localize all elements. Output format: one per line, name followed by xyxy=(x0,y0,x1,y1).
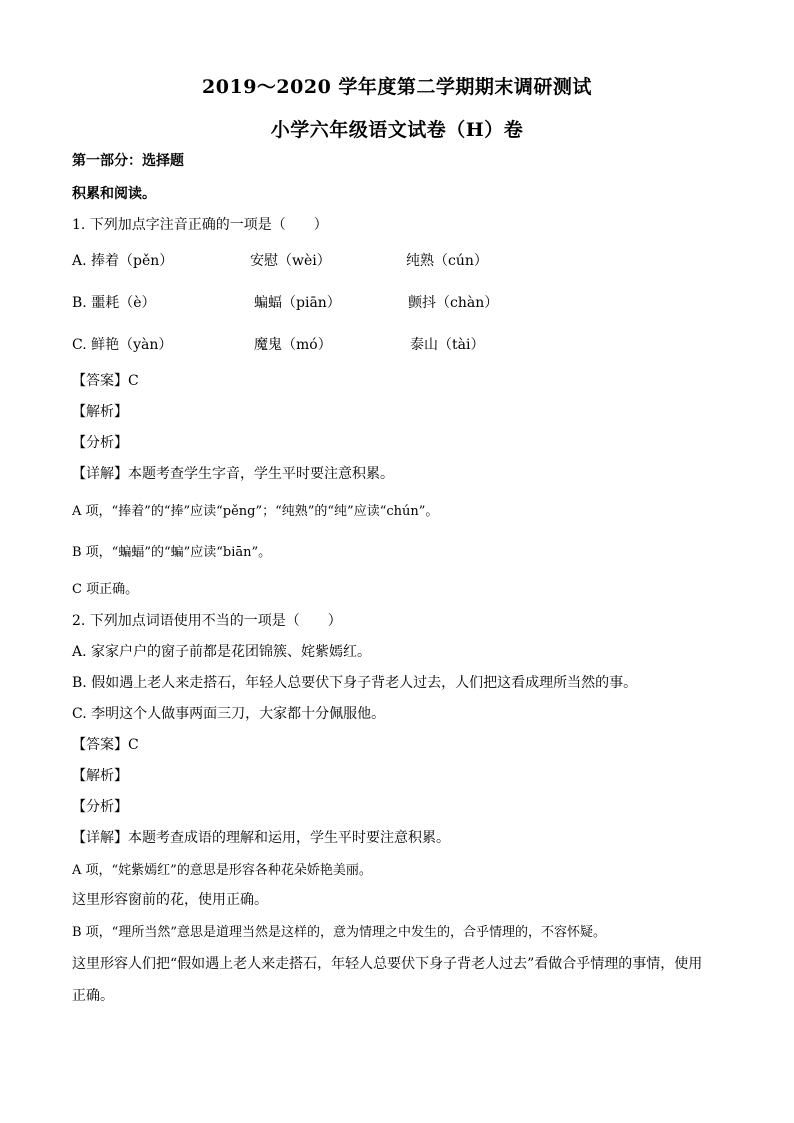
q2-answer: 【答案】C xyxy=(72,737,139,753)
q1-note-a: A 项，“捧着”的“捧”应读“pěng”；“纯熟”的“纯”应读“chún”。 xyxy=(72,504,439,519)
q1-option-c-3: 泰山（tài） xyxy=(410,337,485,353)
question-1-stem: 1. 下列加点字注音正确的一项是（ ） xyxy=(72,217,328,233)
q1-option-a-2: 安慰（wèi） xyxy=(250,253,331,269)
q2-note-b: B 项，“理所当然”意思是道理当然是这样的，意为情理之中发生的，合乎情理的，不容怀疑。 xyxy=(72,925,606,940)
q1-option-c-2: 魔鬼（mó） xyxy=(254,337,332,353)
section-heading: 第一部分：选择题 xyxy=(72,153,184,169)
q2-note-a-2: 这里形容窗前的花，使用正确。 xyxy=(72,892,268,908)
q1-option-a-3: 纯熟（cún） xyxy=(406,253,488,269)
page-subtitle: 小学六年级语文试卷（H）卷 xyxy=(270,119,524,141)
q1-detail: 【详解】本题考查学生字音，学生平时要注意积累。 xyxy=(72,466,394,482)
q2-detail: 【详解】本题考查成语的理解和运用，学生平时要注意积累。 xyxy=(72,830,450,846)
page-title: 2019～2020 学年度第二学期期末调研测试 xyxy=(202,76,592,98)
q2-fenxi: 【分析】 xyxy=(72,799,128,815)
q2-option-b: B. 假如遇上老人来走搭石，年轻人总要伏下身子背老人过去，人们把这看成理所当然的事。 xyxy=(72,675,638,691)
q1-note-b: B 项，“蝙蝠”的“蝙”应读“biān”。 xyxy=(72,545,272,560)
q2-note-a: A 项，“姹紫嫣红”的意思是形容各种花朵娇艳美丽。 xyxy=(72,863,372,878)
question-2-stem: 2. 下列加点词语使用不当的一项是（ ） xyxy=(72,613,342,629)
q1-analysis: 【解析】 xyxy=(72,404,128,420)
q1-note-c: C 项正确。 xyxy=(72,582,139,597)
q1-option-b: B. 噩耗（è） xyxy=(72,295,156,311)
q2-option-c: C. 李明这个人做事两面三刀，大家都十分佩服他。 xyxy=(72,706,386,722)
q2-note-b-2: 这里形容人们把“假如遇上老人来走搭石，年轻人总要伏下身子背老人过去”看做合乎情理的事情，使用 xyxy=(72,956,703,972)
q2-option-a: A. 家家户户的窗子前都是花团锦簇、姹紫嫣红。 xyxy=(72,644,372,660)
subsection-heading: 积累和阅读。 xyxy=(72,186,156,202)
q1-option-c: C. 鲜艳（yàn） xyxy=(72,337,173,353)
q1-option-a: A. 捧着（pěn） xyxy=(72,253,174,269)
q1-option-b-2: 蝙蝠（piān） xyxy=(254,295,341,311)
q1-fenxi: 【分析】 xyxy=(72,435,128,451)
q2-analysis: 【解析】 xyxy=(72,768,128,784)
q2-note-b-3: 正确。 xyxy=(72,988,114,1004)
q1-option-b-3: 颤抖（chàn） xyxy=(408,295,499,311)
q1-answer: 【答案】C xyxy=(72,373,139,389)
